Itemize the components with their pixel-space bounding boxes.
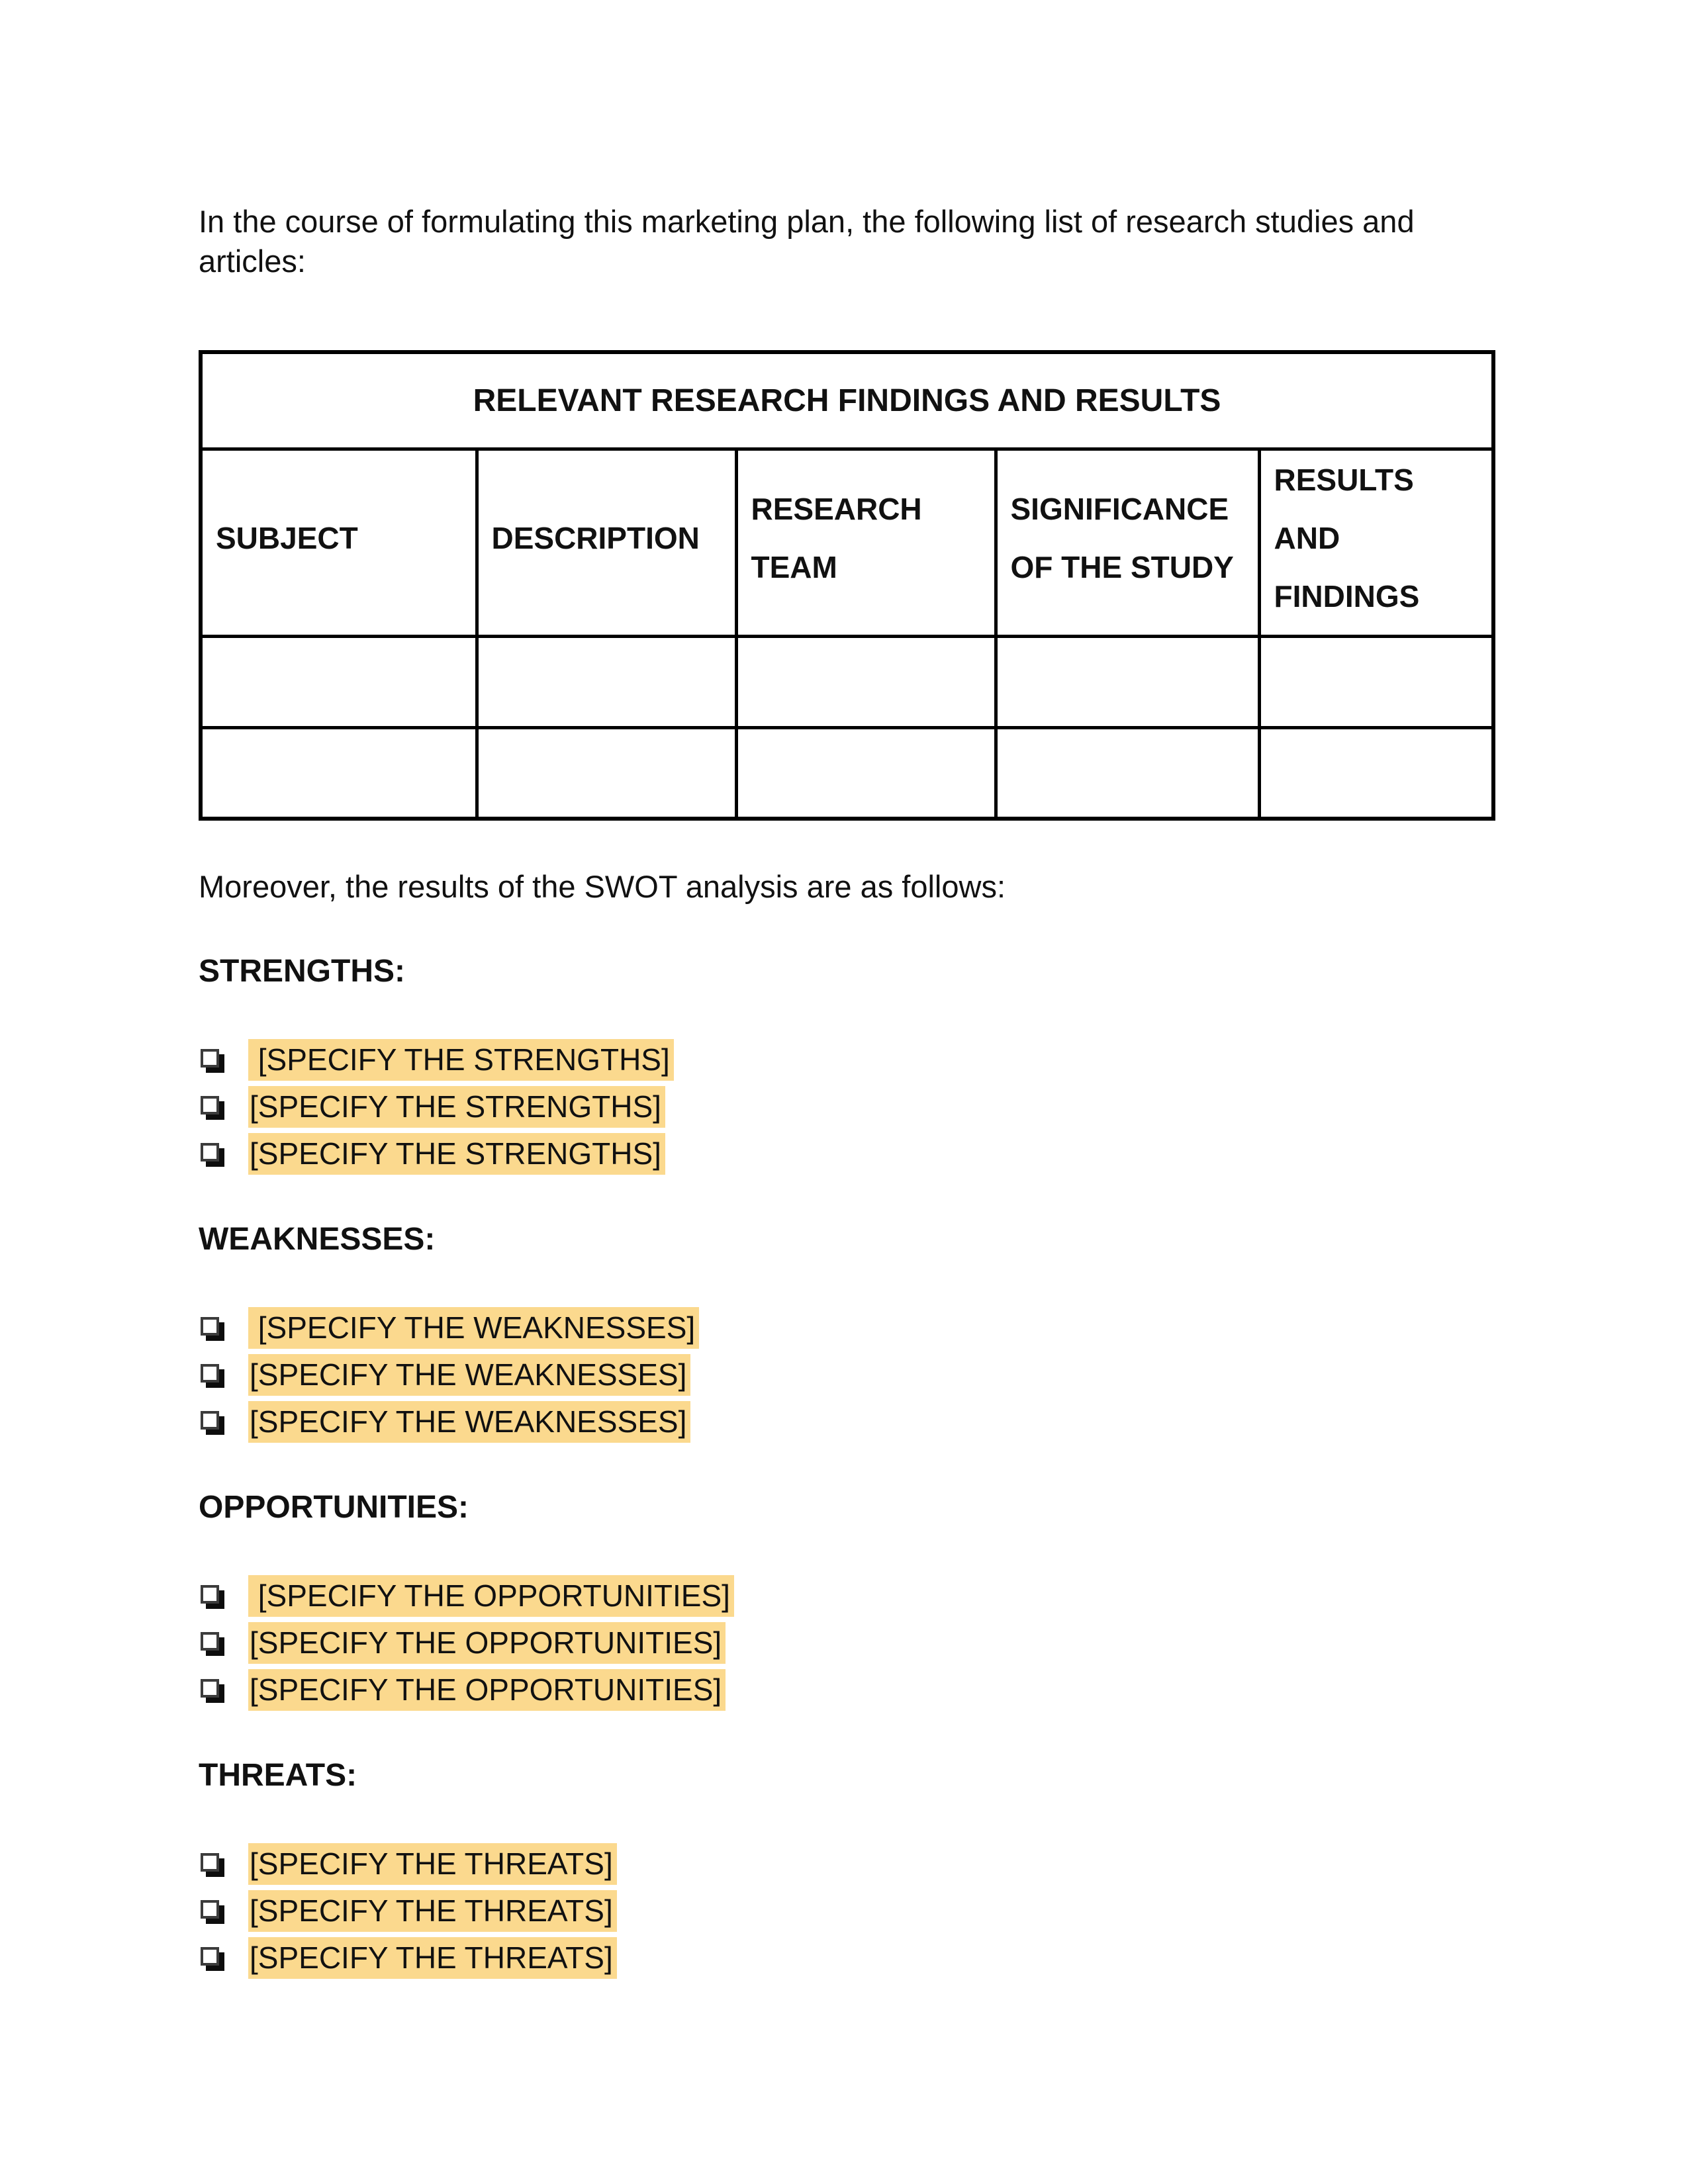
checkbox-bullet-icon (201, 1947, 219, 1966)
swot-section (199, 1488, 1491, 1711)
list-item (199, 1575, 1491, 1617)
list-item (199, 1086, 1491, 1128)
checkbox-bullet-icon (201, 1632, 219, 1651)
column-header-significance-of-the-study: SIGNIFICANCE OF THE STUDY (996, 449, 1259, 636)
page-content (199, 0, 1491, 1979)
checkbox-bullet-icon (201, 1853, 219, 1872)
swot-section (199, 1756, 1491, 1979)
section-heading-threats: THREATS: (199, 1758, 357, 1793)
list-item (199, 1307, 1491, 1349)
list-item (199, 1354, 1491, 1396)
placeholder-field[interactable]: [SPECIFY THE WEAKNESSES] (248, 1354, 690, 1396)
list-item (199, 1937, 1491, 1979)
checkbox-bullet-icon (201, 1679, 219, 1698)
list-item (199, 1133, 1491, 1175)
placeholder-field[interactable]: [SPECIFY THE STRENGTHS] (248, 1086, 665, 1128)
research-findings-table (199, 350, 1495, 821)
list-item (199, 1669, 1491, 1711)
empty-cell[interactable] (477, 636, 736, 727)
empty-cell[interactable] (1259, 636, 1493, 727)
checkbox-bullet-icon (201, 1411, 219, 1430)
intro-paragraph: In the course of formulating this marketing plan, the following list of research studies and articles: (199, 204, 1415, 279)
list-item (199, 1890, 1491, 1932)
list-item (199, 1401, 1491, 1443)
empty-cell[interactable] (201, 636, 477, 727)
placeholder-field[interactable]: [SPECIFY THE OPPORTUNITIES] (248, 1575, 734, 1617)
column-header-description: DESCRIPTION (477, 449, 736, 636)
empty-cell[interactable] (201, 727, 477, 819)
section-heading-weaknesses: WEAKNESSES: (199, 1222, 436, 1257)
empty-cell[interactable] (996, 727, 1259, 819)
check-list (199, 1843, 1491, 1979)
checkbox-bullet-icon (201, 1585, 219, 1604)
swot-section (199, 952, 1491, 1175)
placeholder-field[interactable]: [SPECIFY THE THREATS] (248, 1843, 617, 1885)
empty-table-row (201, 727, 1493, 819)
placeholder-field[interactable]: [SPECIFY THE THREATS] (248, 1937, 617, 1979)
empty-cell[interactable] (736, 727, 996, 819)
swot-sections (199, 952, 1491, 1979)
placeholder-field[interactable]: [SPECIFY THE WEAKNESSES] (248, 1401, 690, 1443)
swot-intro-paragraph: Moreover, the results of the SWOT analysis are as follows: (199, 869, 1006, 904)
checkbox-bullet-icon (201, 1096, 219, 1115)
checkbox-bullet-icon (201, 1143, 219, 1161)
empty-cell[interactable] (736, 636, 996, 727)
table-title: RELEVANT RESEARCH FINDINGS AND RESULTS (201, 352, 1493, 449)
placeholder-field[interactable]: [SPECIFY THE THREATS] (248, 1890, 617, 1932)
empty-cell[interactable] (1259, 727, 1493, 819)
check-list (199, 1039, 1491, 1175)
column-header-results-and-findings: RESULTS AND FINDINGS (1259, 449, 1493, 636)
checkbox-bullet-icon (201, 1317, 219, 1336)
swot-section (199, 1220, 1491, 1443)
list-item (199, 1843, 1491, 1885)
empty-cell[interactable] (996, 636, 1259, 727)
list-item (199, 1039, 1491, 1081)
check-list (199, 1307, 1491, 1443)
checkbox-bullet-icon (201, 1900, 219, 1919)
checkbox-bullet-icon (201, 1364, 219, 1383)
checkbox-bullet-icon (201, 1049, 219, 1068)
empty-table-row (201, 636, 1493, 727)
placeholder-field[interactable]: [SPECIFY THE OPPORTUNITIES] (248, 1669, 726, 1711)
table-header-row (201, 449, 1493, 636)
section-heading-opportunities: OPPORTUNITIES: (199, 1490, 469, 1525)
column-header-research-team: RESEARCH TEAM (736, 449, 996, 636)
placeholder-field[interactable]: [SPECIFY THE STRENGTHS] (248, 1039, 674, 1081)
table-title-row (201, 352, 1493, 449)
table-body (201, 636, 1493, 819)
empty-cell[interactable] (477, 727, 736, 819)
section-heading-strengths: STRENGTHS: (199, 954, 405, 989)
placeholder-field[interactable]: [SPECIFY THE OPPORTUNITIES] (248, 1622, 726, 1664)
column-header-subject: SUBJECT (201, 449, 477, 636)
placeholder-field[interactable]: [SPECIFY THE WEAKNESSES] (248, 1307, 699, 1349)
check-list (199, 1575, 1491, 1711)
list-item (199, 1622, 1491, 1664)
placeholder-field[interactable]: [SPECIFY THE STRENGTHS] (248, 1133, 665, 1175)
